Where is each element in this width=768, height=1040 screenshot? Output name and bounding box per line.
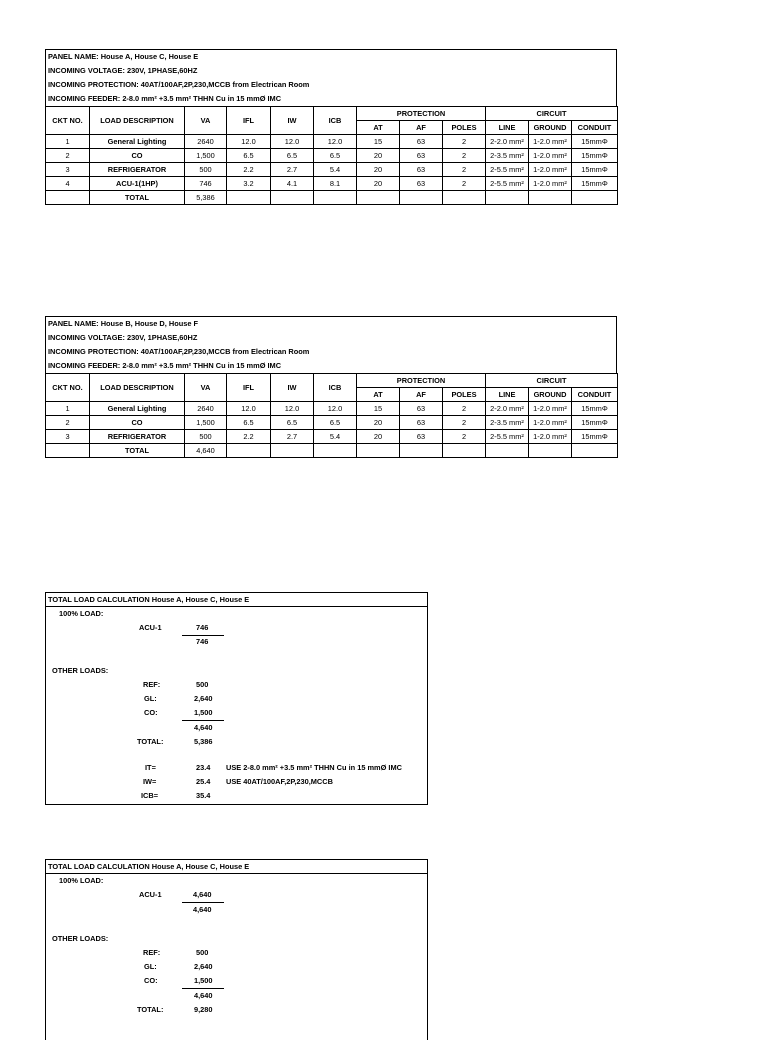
cell-conduit: 15mmΦ — [572, 402, 618, 416]
cell-at: 20 — [357, 149, 400, 163]
cell-ckt: 4 — [46, 177, 90, 191]
sum-rule — [182, 902, 224, 903]
cell-iw: 2.7 — [271, 163, 314, 177]
acu-sum: 4,640 — [193, 905, 212, 914]
cell-conduit: 15mmΦ — [572, 163, 618, 177]
cell-af: 63 — [400, 416, 443, 430]
other-sum: 4,640 — [194, 723, 213, 732]
feeder-note: USE 2-8.0 mm² +3.5 mm² THHN Cu in 15 mmØ IMC — [226, 763, 402, 772]
header-icb: ICB — [314, 374, 357, 402]
cell-at: 20 — [357, 430, 400, 444]
other-loads-label: OTHER LOADS: — [52, 666, 109, 675]
cell-at: 20 — [357, 163, 400, 177]
total-va: 4,640 — [185, 444, 227, 458]
cell-iw: 6.5 — [271, 416, 314, 430]
cell-description: CO — [90, 149, 185, 163]
cell-iw: 2.7 — [271, 430, 314, 444]
cell-poles: 2 — [443, 135, 486, 149]
header-at: AT — [357, 121, 400, 135]
header-protection: PROTECTION — [357, 107, 486, 121]
header-ckt-no: CKT NO. — [46, 107, 90, 135]
cell-conduit: 15mmΦ — [572, 430, 618, 444]
cell-icb: 8.1 — [314, 177, 357, 191]
cell-at: 20 — [357, 177, 400, 191]
panel-schedule-2 — [45, 316, 617, 458]
header-line: LINE — [486, 388, 529, 402]
total-row — [46, 444, 618, 458]
acu-value: 746 — [196, 623, 209, 632]
cell-description: ACU-1(1HP) — [90, 177, 185, 191]
header-poles: POLES — [443, 388, 486, 402]
cell-ground: 1-2.0 mm² — [529, 135, 572, 149]
load-calculation-1 — [45, 592, 428, 805]
panel-info — [45, 49, 617, 106]
gl-label: GL: — [144, 694, 157, 703]
ref-value: 500 — [196, 948, 209, 957]
cell-ifl: 3.2 — [227, 177, 271, 191]
it-value: 23.4 — [196, 763, 211, 772]
cell-line: 2-3.5 mm² — [486, 416, 529, 430]
panel-info — [45, 316, 617, 373]
header-circuit: CIRCUIT — [486, 374, 618, 388]
acu-value: 4,640 — [193, 890, 212, 899]
load-calculation-2 — [45, 859, 428, 1040]
cell-ckt: 1 — [46, 135, 90, 149]
table-row — [46, 163, 618, 177]
cell-poles: 2 — [443, 177, 486, 191]
calc-title: TOTAL LOAD CALCULATION House A, House C, House E — [46, 860, 427, 874]
cell-af: 63 — [400, 177, 443, 191]
breaker-note: USE 40AT/100AF,2P,230,MCCB — [226, 777, 333, 786]
cell-line: 2-5.5 mm² — [486, 163, 529, 177]
header-protection: PROTECTION — [357, 374, 486, 388]
cell-va: 1,500 — [185, 149, 227, 163]
other-loads-label: OTHER LOADS: — [52, 934, 109, 943]
header-ground: GROUND — [529, 121, 572, 135]
cell-iw: 12.0 — [271, 135, 314, 149]
header-ifl: IFL — [227, 374, 271, 402]
icb-value: 35.4 — [196, 791, 211, 800]
cell-ckt: 3 — [46, 430, 90, 444]
table-row — [46, 149, 618, 163]
gl-value: 2,640 — [194, 694, 213, 703]
co-value: 1,500 — [194, 976, 213, 985]
header-ckt-no: CKT NO. — [46, 374, 90, 402]
panel-name: PANEL NAME: House B, House D, House F — [48, 319, 199, 328]
co-label: CO: — [144, 708, 158, 717]
header-circuit: CIRCUIT — [486, 107, 618, 121]
cell-line: 2-5.5 mm² — [486, 177, 529, 191]
cell-ground: 1-2.0 mm² — [529, 177, 572, 191]
schedule-table — [45, 373, 618, 458]
load-100-label: 100% LOAD: — [59, 876, 104, 885]
header-iw: IW — [271, 374, 314, 402]
cell-description: General Lighting — [90, 135, 185, 149]
total-row — [46, 191, 618, 205]
total-value: 5,386 — [194, 737, 213, 746]
total-label: TOTAL: — [137, 1005, 164, 1014]
cell-va: 1,500 — [185, 416, 227, 430]
incoming-protection: INCOMING PROTECTION: 40AT/100AF,2P,230,MCCB from Electrican Room — [48, 80, 310, 89]
other-sum: 4,640 — [194, 991, 213, 1000]
cell-icb: 12.0 — [314, 135, 357, 149]
acu-label: ACU-1 — [139, 890, 162, 899]
total-label: TOTAL: — [137, 737, 164, 746]
header-ifl: IFL — [227, 107, 271, 135]
cell-ground: 1-2.0 mm² — [529, 149, 572, 163]
ref-label: REF: — [143, 948, 161, 957]
total-va: 5,386 — [185, 191, 227, 205]
cell-af: 63 — [400, 163, 443, 177]
cell-description: CO — [90, 416, 185, 430]
table-row — [46, 416, 618, 430]
load-100-label: 100% LOAD: — [59, 609, 104, 618]
cell-poles: 2 — [443, 163, 486, 177]
cell-va: 500 — [185, 430, 227, 444]
cell-line: 2-2.0 mm² — [486, 135, 529, 149]
cell-conduit: 15mmΦ — [572, 177, 618, 191]
table-row — [46, 177, 618, 191]
header-at: AT — [357, 388, 400, 402]
cell-poles: 2 — [443, 149, 486, 163]
iw-value: 25.4 — [196, 777, 211, 786]
cell-ckt: 2 — [46, 149, 90, 163]
cell-ifl: 6.5 — [227, 416, 271, 430]
cell-conduit: 15mmΦ — [572, 416, 618, 430]
header-load-description: LOAD DESCRIPTION — [90, 374, 185, 402]
it-label: IT= — [145, 763, 156, 772]
sum-rule — [182, 988, 224, 989]
iw-label: IW= — [143, 777, 157, 786]
cell-ground: 1-2.0 mm² — [529, 416, 572, 430]
total-label: TOTAL — [90, 191, 185, 205]
cell-line: 2-3.5 mm² — [486, 149, 529, 163]
sum-rule — [182, 720, 224, 721]
header-conduit: CONDUIT — [572, 388, 618, 402]
cell-ckt: 2 — [46, 416, 90, 430]
cell-af: 63 — [400, 149, 443, 163]
schedule-table — [45, 106, 618, 205]
cell-poles: 2 — [443, 430, 486, 444]
total-value: 9,280 — [194, 1005, 213, 1014]
incoming-feeder: INCOMING FEEDER: 2-8.0 mm² +3.5 mm² THHN Cu in 15 mmØ IMC — [48, 94, 282, 103]
cell-iw: 12.0 — [271, 402, 314, 416]
cell-icb: 5.4 — [314, 163, 357, 177]
cell-at: 15 — [357, 402, 400, 416]
calc-title: TOTAL LOAD CALCULATION House A, House C, House E — [46, 593, 427, 607]
cell-icb: 6.5 — [314, 149, 357, 163]
header-va: VA — [185, 107, 227, 135]
cell-line: 2-5.5 mm² — [486, 430, 529, 444]
header-line: LINE — [486, 121, 529, 135]
incoming-feeder: INCOMING FEEDER: 2-8.0 mm² +3.5 mm² THHN Cu in 15 mmØ IMC — [48, 361, 282, 370]
cell-af: 63 — [400, 402, 443, 416]
co-label: CO: — [144, 976, 158, 985]
header-conduit: CONDUIT — [572, 121, 618, 135]
cell-at: 20 — [357, 416, 400, 430]
cell-af: 63 — [400, 430, 443, 444]
panel-name: PANEL NAME: House A, House C, House E — [48, 52, 199, 61]
co-value: 1,500 — [194, 708, 213, 717]
header-ground: GROUND — [529, 388, 572, 402]
cell-ifl: 2.2 — [227, 163, 271, 177]
cell-line: 2-2.0 mm² — [486, 402, 529, 416]
cell-ifl: 12.0 — [227, 402, 271, 416]
cell-icb: 12.0 — [314, 402, 357, 416]
cell-description: General Lighting — [90, 402, 185, 416]
cell-poles: 2 — [443, 402, 486, 416]
table-row — [46, 402, 618, 416]
cell-va: 2640 — [185, 135, 227, 149]
cell-description: REFRIGERATOR — [90, 163, 185, 177]
cell-ground: 1-2.0 mm² — [529, 163, 572, 177]
cell-poles: 2 — [443, 416, 486, 430]
header-iw: IW — [271, 107, 314, 135]
cell-icb: 6.5 — [314, 416, 357, 430]
cell-conduit: 15mmΦ — [572, 135, 618, 149]
total-label: TOTAL — [90, 444, 185, 458]
cell-at: 15 — [357, 135, 400, 149]
header-icb: ICB — [314, 107, 357, 135]
cell-iw: 6.5 — [271, 149, 314, 163]
acu-label: ACU-1 — [139, 623, 162, 632]
table-row — [46, 430, 618, 444]
incoming-voltage: INCOMING VOLTAGE: 230V, 1PHASE,60HZ — [48, 333, 198, 342]
cell-ground: 1-2.0 mm² — [529, 402, 572, 416]
icb-label: ICB= — [141, 791, 159, 800]
header-af: AF — [400, 388, 443, 402]
cell-iw: 4.1 — [271, 177, 314, 191]
cell-icb: 5.4 — [314, 430, 357, 444]
incoming-voltage: INCOMING VOLTAGE: 230V, 1PHASE,60HZ — [48, 66, 198, 75]
cell-va: 500 — [185, 163, 227, 177]
cell-va: 2640 — [185, 402, 227, 416]
cell-ifl: 6.5 — [227, 149, 271, 163]
cell-ifl: 2.2 — [227, 430, 271, 444]
cell-va: 746 — [185, 177, 227, 191]
cell-af: 63 — [400, 135, 443, 149]
cell-ground: 1-2.0 mm² — [529, 430, 572, 444]
incoming-protection: INCOMING PROTECTION: 40AT/100AF,2P,230,MCCB from Electrican Room — [48, 347, 310, 356]
cell-description: REFRIGERATOR — [90, 430, 185, 444]
gl-label: GL: — [144, 962, 157, 971]
panel-schedule-1 — [45, 49, 617, 205]
ref-label: REF: — [143, 680, 161, 689]
ref-value: 500 — [196, 680, 209, 689]
table-row — [46, 135, 618, 149]
header-va: VA — [185, 374, 227, 402]
header-poles: POLES — [443, 121, 486, 135]
gl-value: 2,640 — [194, 962, 213, 971]
cell-ifl: 12.0 — [227, 135, 271, 149]
acu-sum: 746 — [196, 637, 209, 646]
cell-ckt: 3 — [46, 163, 90, 177]
header-af: AF — [400, 121, 443, 135]
header-load-description: LOAD DESCRIPTION — [90, 107, 185, 135]
cell-conduit: 15mmΦ — [572, 149, 618, 163]
cell-ckt: 1 — [46, 402, 90, 416]
